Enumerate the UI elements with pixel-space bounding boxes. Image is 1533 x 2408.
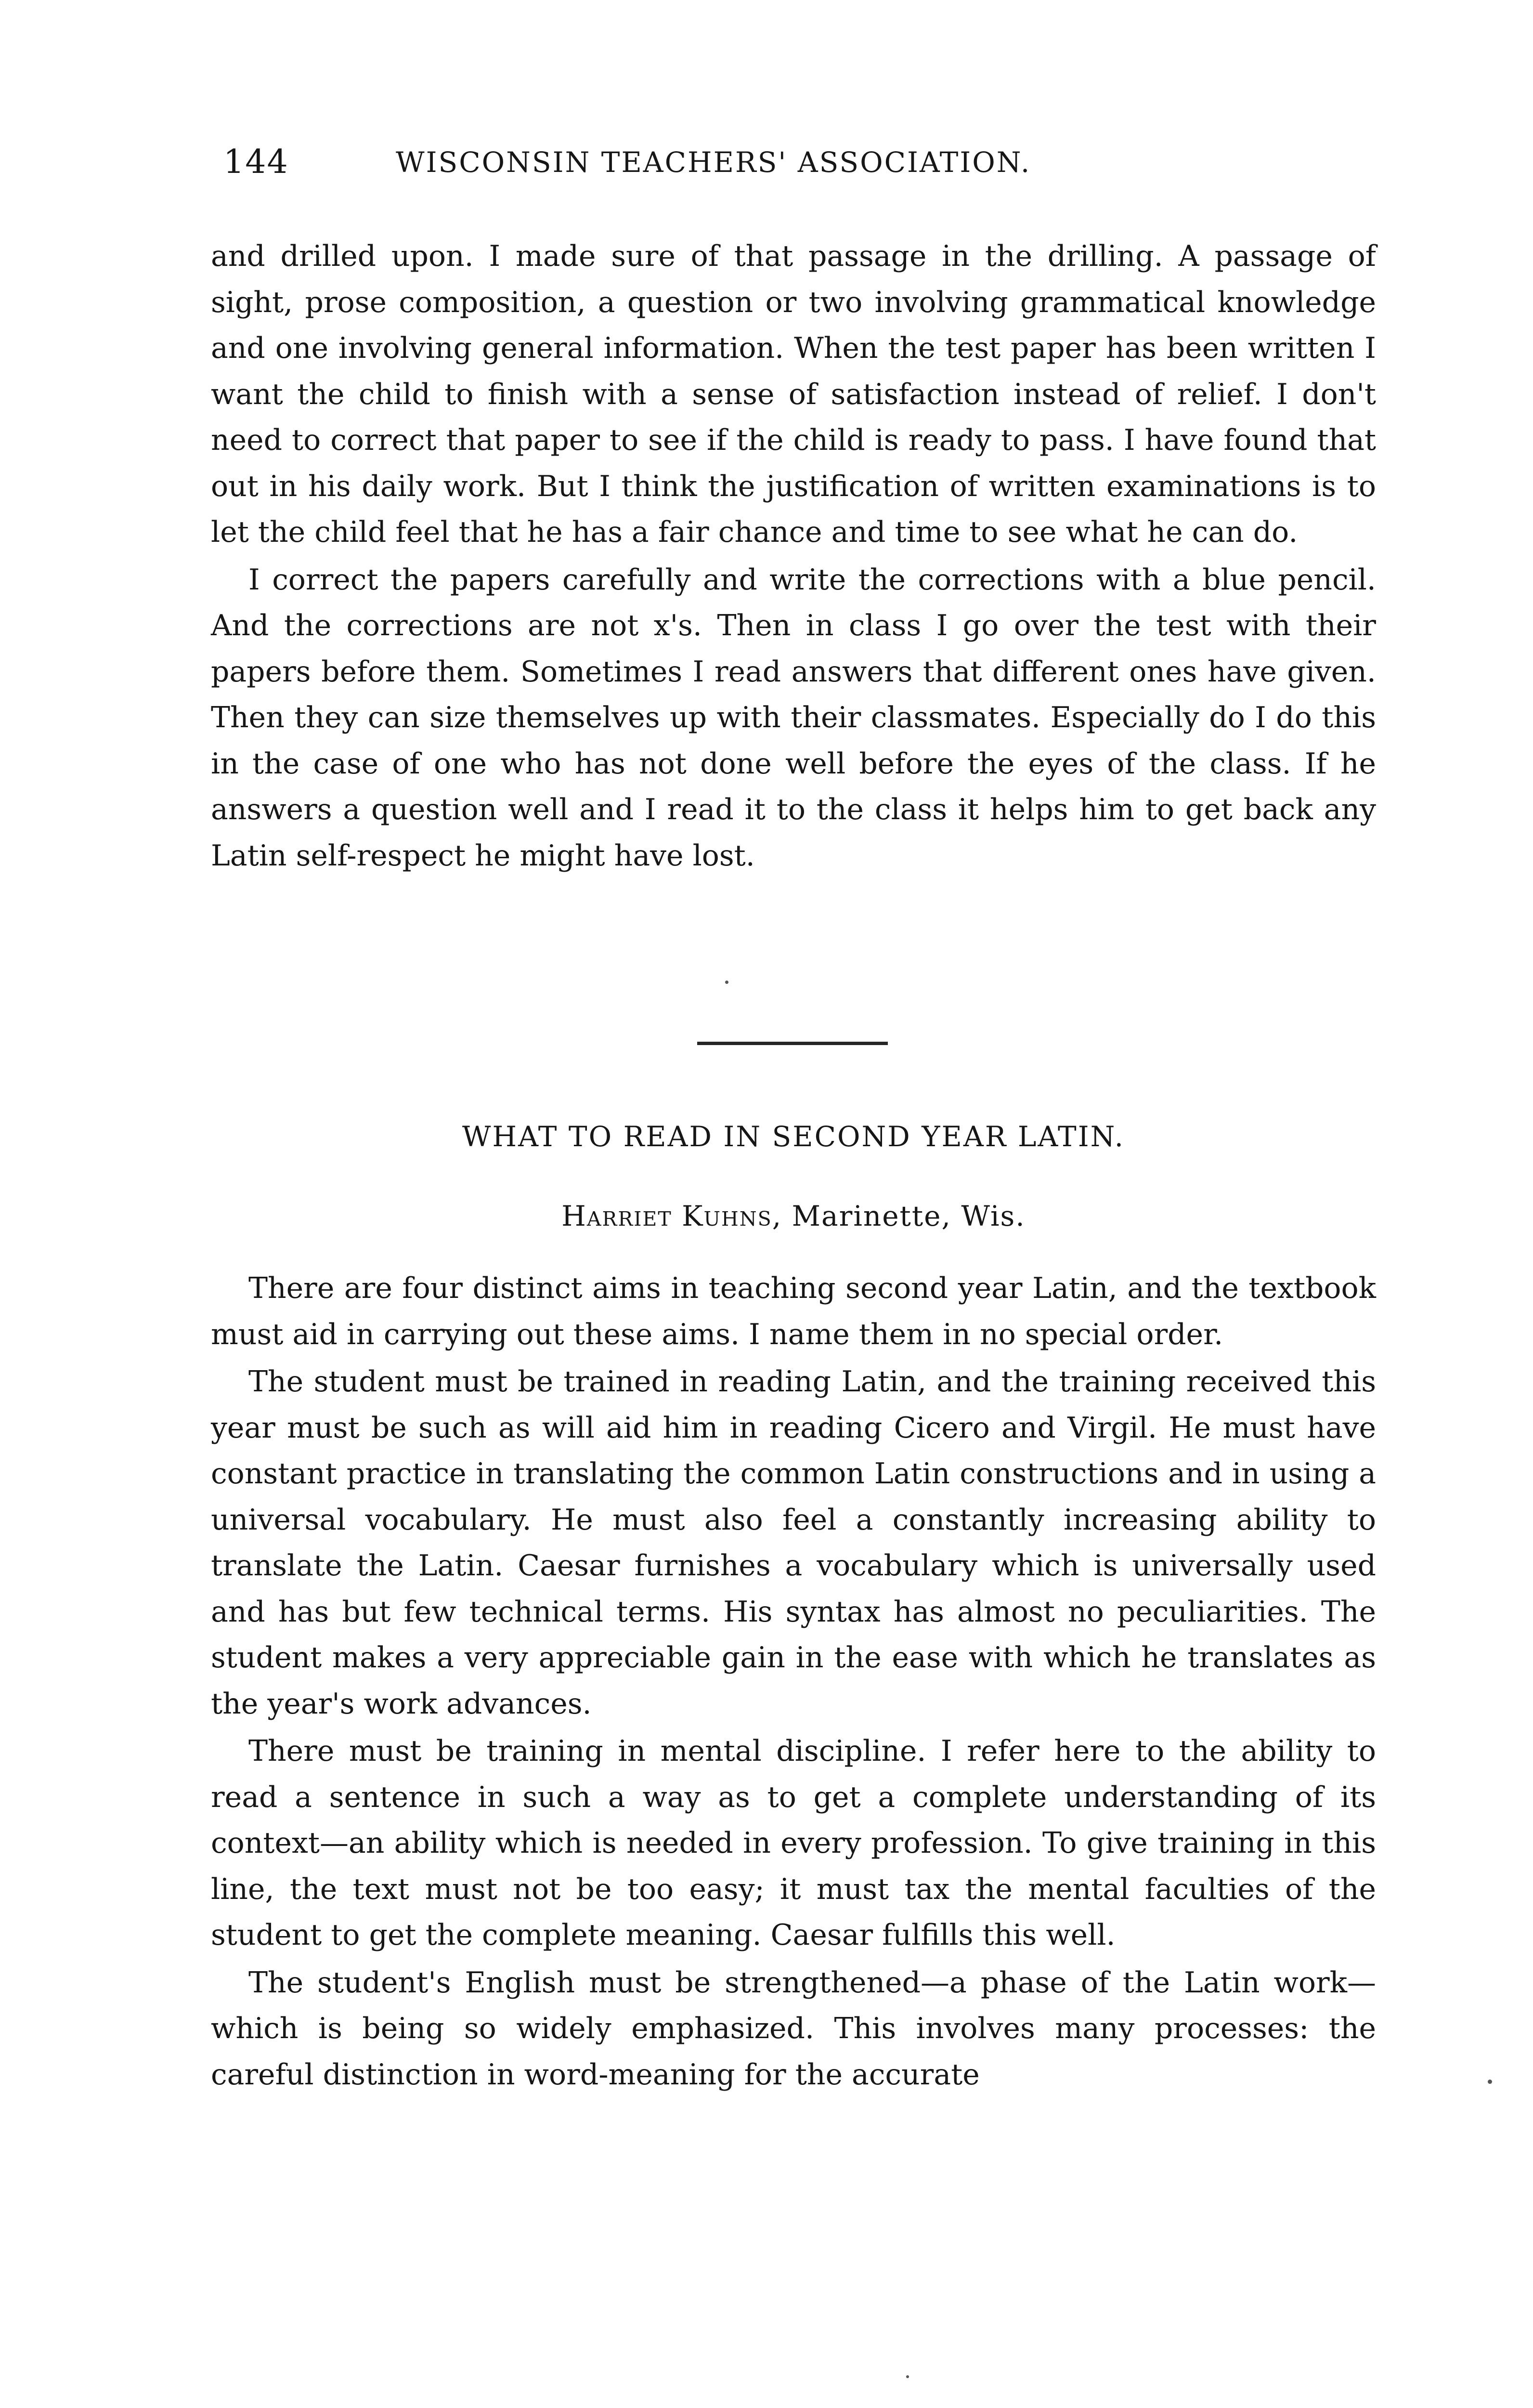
article-body bbox=[211, 1266, 1376, 2098]
paragraph: I correct the papers carefully and write the corrections with a blue pencil. And the corrections are not x's. Then in class I go over the test with their papers before them. Sometimes I read answers that different ones have given. Then they can size themselves up with their classmates. Especially do I do this in the case of one who has not done well before the eyes of the class. If he answers a question well and I read it to the class it helps him to get back any Latin self-respect he might have lost. bbox=[211, 563, 1376, 873]
paragraph: There are four distinct aims in teaching second year Latin, and the textbook must aid in carrying out these aims. I name them in no special order. bbox=[211, 1271, 1376, 1351]
paragraph: and drilled upon. I made sure of that passage in the drilling. A passage of sight, prose composition, a question or two involving grammatical knowledge and one involving general information. When the test paper has been written I want the child to finish with a sense of satisfaction instead of relief. I don't need to correct that paper to see if the child is ready to pass. I have found that out in his daily work. But I think the justification of written examinations is to let the child feel that he has a fair chance and time to see what he can do. bbox=[211, 239, 1376, 549]
author-byline bbox=[211, 1192, 1376, 1240]
continued-text bbox=[211, 234, 1376, 879]
paper-speck bbox=[906, 2375, 909, 2378]
paper-speck bbox=[1488, 2080, 1492, 2084]
paragraph: The student must be trained in reading Latin, and the training received this year must be such as will aid him in reading Cicero and Virgil. He must have constant practice in translating the common Latin constructions and in using a universal vocabulary. He must also feel a constantly increasing ability to translate the Latin. Caesar furnishes a vocabulary which is universally used and has but few technical terms. His syntax has almost no peculiarities. The student makes a very appreciable gain in the ease with which he translates as the year's work advances. bbox=[211, 1365, 1376, 1721]
section-divider bbox=[697, 1042, 888, 1045]
paragraph: The student's English must be strengthened—a phase of the Latin work—which is being so widely emphasized. This involves many processes: the careful distinction in word-meaning for the accurate bbox=[211, 1965, 1376, 2092]
journal-title: WISCONSIN TEACHERS' ASSOCIATION. bbox=[396, 146, 1031, 179]
author-location: , Marinette, Wis. bbox=[772, 1200, 1026, 1232]
page-number: 144 bbox=[223, 143, 289, 181]
paragraph: There must be training in mental discipline. I refer here to the ability to read a sentence in such a way as to get a complete understanding of its context—an ability which is needed in every profession. To give training in this line, the text must not be too easy; it must tax the mental faculties of the student to get the complete meaning. Caesar fulfills this well. bbox=[211, 1734, 1376, 1952]
author-name: Harriet Kuhns bbox=[561, 1200, 772, 1232]
article-title: WHAT TO READ IN SECOND YEAR LATIN. bbox=[462, 1120, 1125, 1153]
paper-speck bbox=[725, 981, 728, 984]
running-head bbox=[218, 136, 1195, 189]
